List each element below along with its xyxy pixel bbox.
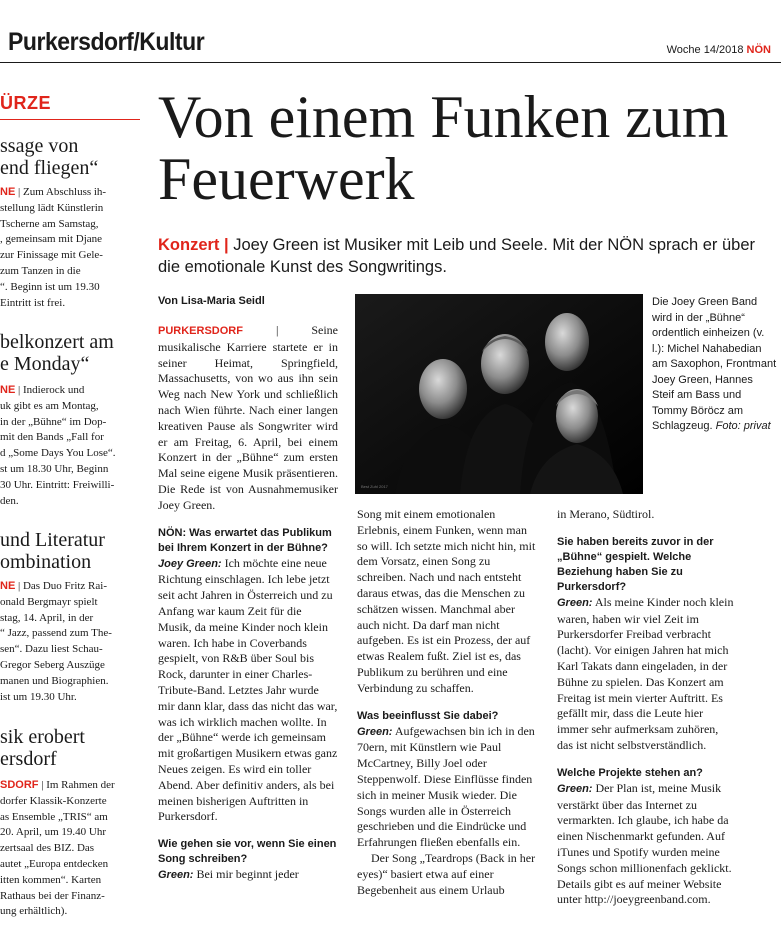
brief-headline: ssage von end fliegen“ <box>0 135 99 179</box>
lead-text: Joey Green ist Musiker mit Leib und Seele. Mit der NÖN sprach er über die emotionale Kunst des Songwritings. <box>158 236 756 276</box>
interview-answer: Green: Aufgewachsen bin ich in den 70ern, mit Künstlern wie Paul McCartney, Billy Joel oder Steppenwolf. Diese Einflüsse finden sich in meiner Musik wieder. Die Songs wurden alle in Österreich geschrieben und die Eindrücke und Erfahrungen fließen ebenfalls ein. <box>357 723 535 850</box>
interview-question: NÖN: Was erwartet das Publikum bei Ihrem Konzert in der Bühne? <box>158 526 332 554</box>
brief-headline: sik erobert ersdorf <box>0 726 85 770</box>
lead-kicker: Konzert <box>158 236 220 254</box>
brief-headline: und Literatur ombination <box>0 529 105 573</box>
issue-info <box>667 44 771 56</box>
interview-answer: Green: Der Plan ist, meine Musik verstärkt über das Internet zu vermarkten. Ich glaube, ich habe da einen Nischenmarkt gefunden. Auf iTunes und Spotify wurden meine Songs schon millionenfach geklickt. Details gibt es auf meiner Website unter http://joeygreenband.com. <box>557 780 732 907</box>
band-photo <box>355 294 643 494</box>
article-column-2 <box>357 507 537 898</box>
band-photo-art <box>355 294 643 494</box>
photo-credit: Foto: privat <box>715 420 771 432</box>
article-headline: Von einem Funken zum Feuerwerk <box>158 84 729 212</box>
interview-answer: Green: Als meine Kinder noch klein waren, haben wir viel Zeit im Purkersdorfer Freibad verbracht (lacht). Vor einigen Jahren hat mich Karl Takats dann eingeladen, in der Bühne zu spielen. Das Konzert am Freitag ist mein vierter Auftritt. Es gefällt mir, dass die Leute hier immer sehr aufmerksam zuhören, das ist nicht selbstverständlich. <box>557 594 734 752</box>
article-paragraph: in Merano, Südtirol. <box>557 507 655 521</box>
sidebar-kicker: ÜRZE <box>0 93 51 113</box>
news-briefs-sidebar <box>0 63 140 936</box>
article-column-3 <box>557 507 737 908</box>
photo-watermark: Best Zuhl 2017 <box>361 484 388 489</box>
article-column-1: PURKERSDORF | Seine musikalische Karriere startete er in seiner Heimat, Springfield, Massachusetts, von wo aus ihn sein Weg nach New York und schließlich nach Wien führte. Nach einer langen kreativen Pause als Songwriter wird er am Freitag, 6. April, bei einem Konzert in der „Bühne“ zum ersten Mal seine eigene Musik präsentieren. Die Rede ist von Ausnahmemusiker Joey Green. NÖN: Was erwartet das Publikum bei Ihrem Konzert in der Bühne? Joey Green: Ich möchte eine neue Richtung einschlagen. Ich lebe jetzt seit acht Jahren in Österreich und zu Anfang war kaum Zeit für die Musik, da meine Kinder noch klein waren. Ich habe in Coverbands gespielt, von R&B über Soul bis Rock, darunter in einer Charles-Tribute-Band. Letztes Jahr wurde mir dann klar, dass das nicht das war, was ich wirklich machen wollte. In der „Bühne“ werde ich gemeinsam mit großartigen Musikern etwas ganz Neues zeigen. Es wird ein toller Abend. Aber definitiv anders, als bei meinen bisherigen Auftritten in Purkersdorf. Wie gehen sie vor, wenn Sie einen Song schreiben? Green: Bei mir beginnt jeder <box>158 323 338 884</box>
interview-answer: Green: Bei mir beginnt jeder <box>158 867 299 882</box>
interview-question: Wie gehen sie vor, wenn Sie einen Song schreiben? <box>158 838 337 866</box>
brand-logo: NÖN <box>746 44 771 56</box>
dateline: PURKERSDORF <box>158 325 243 337</box>
article-byline: Von Lisa-Maria Seidl <box>158 295 265 307</box>
brief-body: NE | Indierock und uk gibt es am Montag, in der „Bühne“ im Dop- mit den Bands „Fall for d „Some Days You Lose“. st um 18.30 Uhr, Beginn 30 Uhr. Eintritt: Freiwilli- den. <box>0 384 116 507</box>
brief-body: SDORF | Im Rahmen der dorfer Klassik-Konzerte as Ensemble „TRIS“ am 20. April, um 19.40 Uhr zertsaal des BIZ. Das autet „Europa entdecken itten kommen“. Karten Rathaus bei der Finanz- ung erhältlich). <box>0 779 115 918</box>
interview-question: Sie haben bereits zuvor in der „Bühne“ gespielt. Welche Beziehung haben Sie zu Purkersdorf? <box>557 535 714 593</box>
issue-week: Woche 14/2018 <box>666 44 744 56</box>
brief-headline: belkonzert am e Monday“ <box>0 331 114 375</box>
photo-caption: Die Joey Green Band wird in der „Bühne“ ordentlich einheizen (v. l.): Michel Nahabedian am Saxophon, Frontmant Joey Green, Hannes Steif am Bass und Tommy Böröcz am Schlagzeug. Foto: privat <box>652 296 777 432</box>
article-paragraph: Der Song „Teardrops (Back in her eyes)“ basiert etwa auf einer Begebenheit aus einem Urlaub <box>357 850 536 897</box>
article-paragraph: Song mit einem emotionalen Erlebnis, einem Funken, wenn man so will. Ich setzte mich nicht hin, mit dem Vorsatz, einen Song zu schreiben. Nach und nach entsteht daraus etwas, das die Menschen zu schätzen wissen. Manchmal aber auch nicht. Da darf man nicht aufgeben. Es ist ein Prozess, der auf etwas Realem fußt. Ziel ist es, das Publikum zu berühren und eine Verbindung zu schaffen. <box>357 507 536 695</box>
interview-question: Welche Projekte stehen an? <box>557 766 703 779</box>
section-title: Purkersdorf/Kultur <box>8 28 205 56</box>
brief-body: NE | Zum Abschluss ih- stellung lädt Künstlerin Tscherne am Samstag, , gemeinsam mit Djane zur Finissage mit Gele- zum Tanzen in die “. Beginn ist um 19.30 Eintritt ist frei. <box>0 186 107 309</box>
interview-answer: Joey Green: Ich möchte eine neue Richtung einschlagen. Ich lebe jetzt seit acht Jahren in Österreich und zu Anfang war kaum Zeit für die Musik, da meine Kinder noch klein waren. Ich habe in Coverbands gespielt, von R&B über Soul bis Rock, darunter in einer Charles-Tribute-Band. Letztes Jahr wurde mir dann klar, dass das nicht das war, was ich wirklich machen wollte. In der „Bühne“ werde ich gemeinsam mit großartigen Musikern etwas ganz Neues zeigen. Es wird ein toller Abend. Aber definitiv anders, als bei meinen bisherigen Auftritten in Purkersdorf. <box>158 555 338 824</box>
sidebar-divider <box>0 119 140 120</box>
brief-body: NE | Das Duo Fritz Rai- onald Bergmayr spielt stag, 14. April, in der “ Jazz, passend zum The- sen“. Dazu liest Schau- Gregor Seberg Auszüge manen und Biographien. ist um 19.30 Uhr. <box>0 580 112 703</box>
interview-question: Was beeinflusst Sie dabei? <box>357 709 499 722</box>
article-lead: Konzert | Joey Green ist Musiker mit Leib und Seele. Mit der NÖN sprach er über die emotionale Kunst des Songwritings. <box>158 236 756 276</box>
